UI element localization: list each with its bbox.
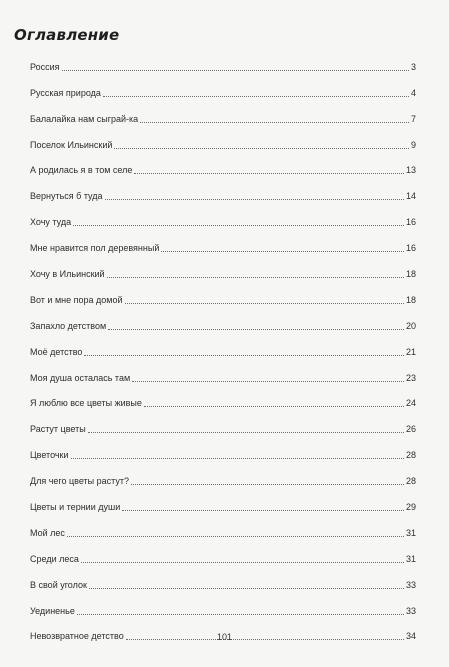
dot-leader (84, 355, 404, 356)
toc-entry (30, 513, 416, 539)
toc-entry (30, 409, 416, 435)
toc-entry-title: Невозвратное детство (30, 631, 124, 642)
dot-leader (88, 432, 404, 433)
dot-leader (125, 303, 404, 304)
toc-entry-page: 16 (405, 217, 416, 228)
toc-entry-title: Вот и мне пора домой (30, 294, 123, 305)
toc-entry-title: В свой уголок (30, 579, 87, 590)
toc-entry (30, 591, 416, 617)
toc-entry-title: Вернуться б туда (30, 191, 103, 202)
toc-entry-page: 16 (405, 243, 416, 254)
toc-entry-page: 31 (405, 527, 416, 538)
toc-entry (30, 202, 416, 228)
dot-leader (122, 510, 404, 511)
toc-entry (30, 565, 416, 591)
toc-entry-page: 20 (405, 320, 416, 331)
dot-leader (144, 406, 404, 407)
toc-entry-page: 28 (405, 450, 416, 461)
toc-entry (30, 176, 416, 202)
toc-entry-page: 7 (410, 113, 416, 124)
toc-entry (30, 487, 416, 513)
toc-entry (30, 254, 416, 280)
toc-entry-title: Цветочки (30, 450, 69, 461)
toc-entry-page: 31 (405, 553, 416, 564)
toc-entry-page: 18 (405, 269, 416, 280)
toc-entry (30, 228, 416, 254)
toc-entry-title: Русская природа (30, 87, 101, 98)
toc-entry-title: А родилась я в том селе (30, 165, 133, 176)
toc-entry-title: Запахло детством (30, 320, 107, 331)
toc-entry-page: 18 (405, 294, 416, 305)
toc-entry-title: Растут цветы (30, 424, 86, 435)
dot-leader (107, 277, 404, 278)
dot-leader (108, 329, 404, 330)
dot-leader (103, 96, 409, 97)
toc-entry-title: Хочу в Ильинский (30, 269, 105, 280)
page-number: 101 (216, 632, 233, 642)
dot-leader (140, 122, 409, 123)
toc-entry-page: 4 (410, 87, 416, 98)
toc-entry (30, 384, 416, 410)
toc-entry-page: 34 (405, 631, 416, 642)
toc-entry (30, 151, 416, 177)
toc-entry-title: Мой лес (30, 527, 65, 538)
toc-entry (30, 47, 416, 73)
dot-leader (114, 148, 409, 149)
toc-entry (30, 539, 416, 565)
toc-entry-page: 9 (410, 139, 416, 150)
toc-entry-page: 23 (405, 372, 416, 383)
dot-leader (161, 251, 404, 252)
toc-entry-page: 33 (405, 605, 416, 616)
toc-entry-title: Хочу туда (30, 217, 72, 228)
dot-leader (67, 536, 404, 537)
table-of-contents (30, 47, 416, 642)
toc-entry-page: 28 (405, 476, 416, 487)
toc-entry-title: Среди леса (30, 553, 79, 564)
dot-leader (73, 225, 404, 226)
toc-entry (30, 461, 416, 487)
dot-leader (71, 458, 404, 459)
toc-entry-title: Моё детство (30, 346, 83, 357)
toc-entry-title: Для чего цветы растут? (30, 476, 129, 487)
toc-entry (30, 332, 416, 358)
toc-entry (30, 280, 416, 306)
toc-entry-page: 3 (410, 61, 416, 72)
toc-entry-page: 33 (405, 579, 416, 590)
toc-entry-page: 26 (405, 424, 416, 435)
toc-entry-title: Моя душа осталась там (30, 372, 131, 383)
toc-entry-page: 21 (405, 346, 416, 357)
toc-entry-page: 24 (405, 398, 416, 409)
dot-leader (89, 588, 404, 589)
toc-entry-title: Мне нравится пол деревянный (30, 243, 160, 254)
dot-leader (81, 562, 404, 563)
toc-entry (30, 99, 416, 125)
toc-entry-title: Поселок Ильинский (30, 139, 113, 150)
dot-leader (131, 484, 404, 485)
dot-leader (62, 70, 409, 71)
toc-entry (30, 306, 416, 332)
toc-entry-title: Цветы и тернии души (30, 502, 121, 513)
toc-entry (30, 73, 416, 99)
toc-entry-title: Уединенье (30, 605, 75, 616)
toc-entry-title: Россия (30, 61, 60, 72)
page-title: Оглавление (14, 26, 120, 44)
toc-entry-title: Балалайка нам сыграй-ка (30, 113, 139, 124)
toc-entry (30, 125, 416, 151)
toc-entry (30, 358, 416, 384)
dot-leader (77, 614, 404, 615)
dot-leader (105, 199, 404, 200)
toc-entry (30, 435, 416, 461)
toc-entry-page: 14 (405, 191, 416, 202)
dot-leader (132, 381, 404, 382)
toc-entry-title: Я люблю все цветы живые (30, 398, 142, 409)
toc-entry-page: 13 (405, 165, 416, 176)
dot-leader (134, 173, 404, 174)
toc-entry-page: 29 (405, 502, 416, 513)
